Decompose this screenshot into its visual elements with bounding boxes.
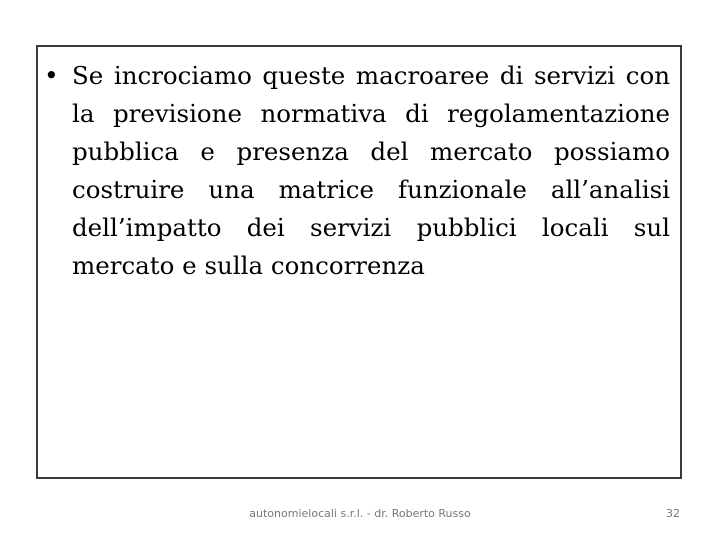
bullet-icon: • bbox=[44, 61, 59, 90]
page-number: 32 bbox=[666, 507, 680, 520]
bullet-item bbox=[44, 57, 670, 285]
footer-text: autonomielocali s.r.l. - dr. Roberto Russo bbox=[249, 507, 471, 520]
content-box bbox=[36, 45, 682, 479]
bullet-text: Se incrociamo queste macroaree di servizi con la previsione normativa di regolamentazione pubblica e presenza del mercato possiamo costruire una matrice funzionale all’analisi dell’impatto dei servizi pubblici locali sul mercato e sulla concorrenza bbox=[72, 61, 670, 280]
